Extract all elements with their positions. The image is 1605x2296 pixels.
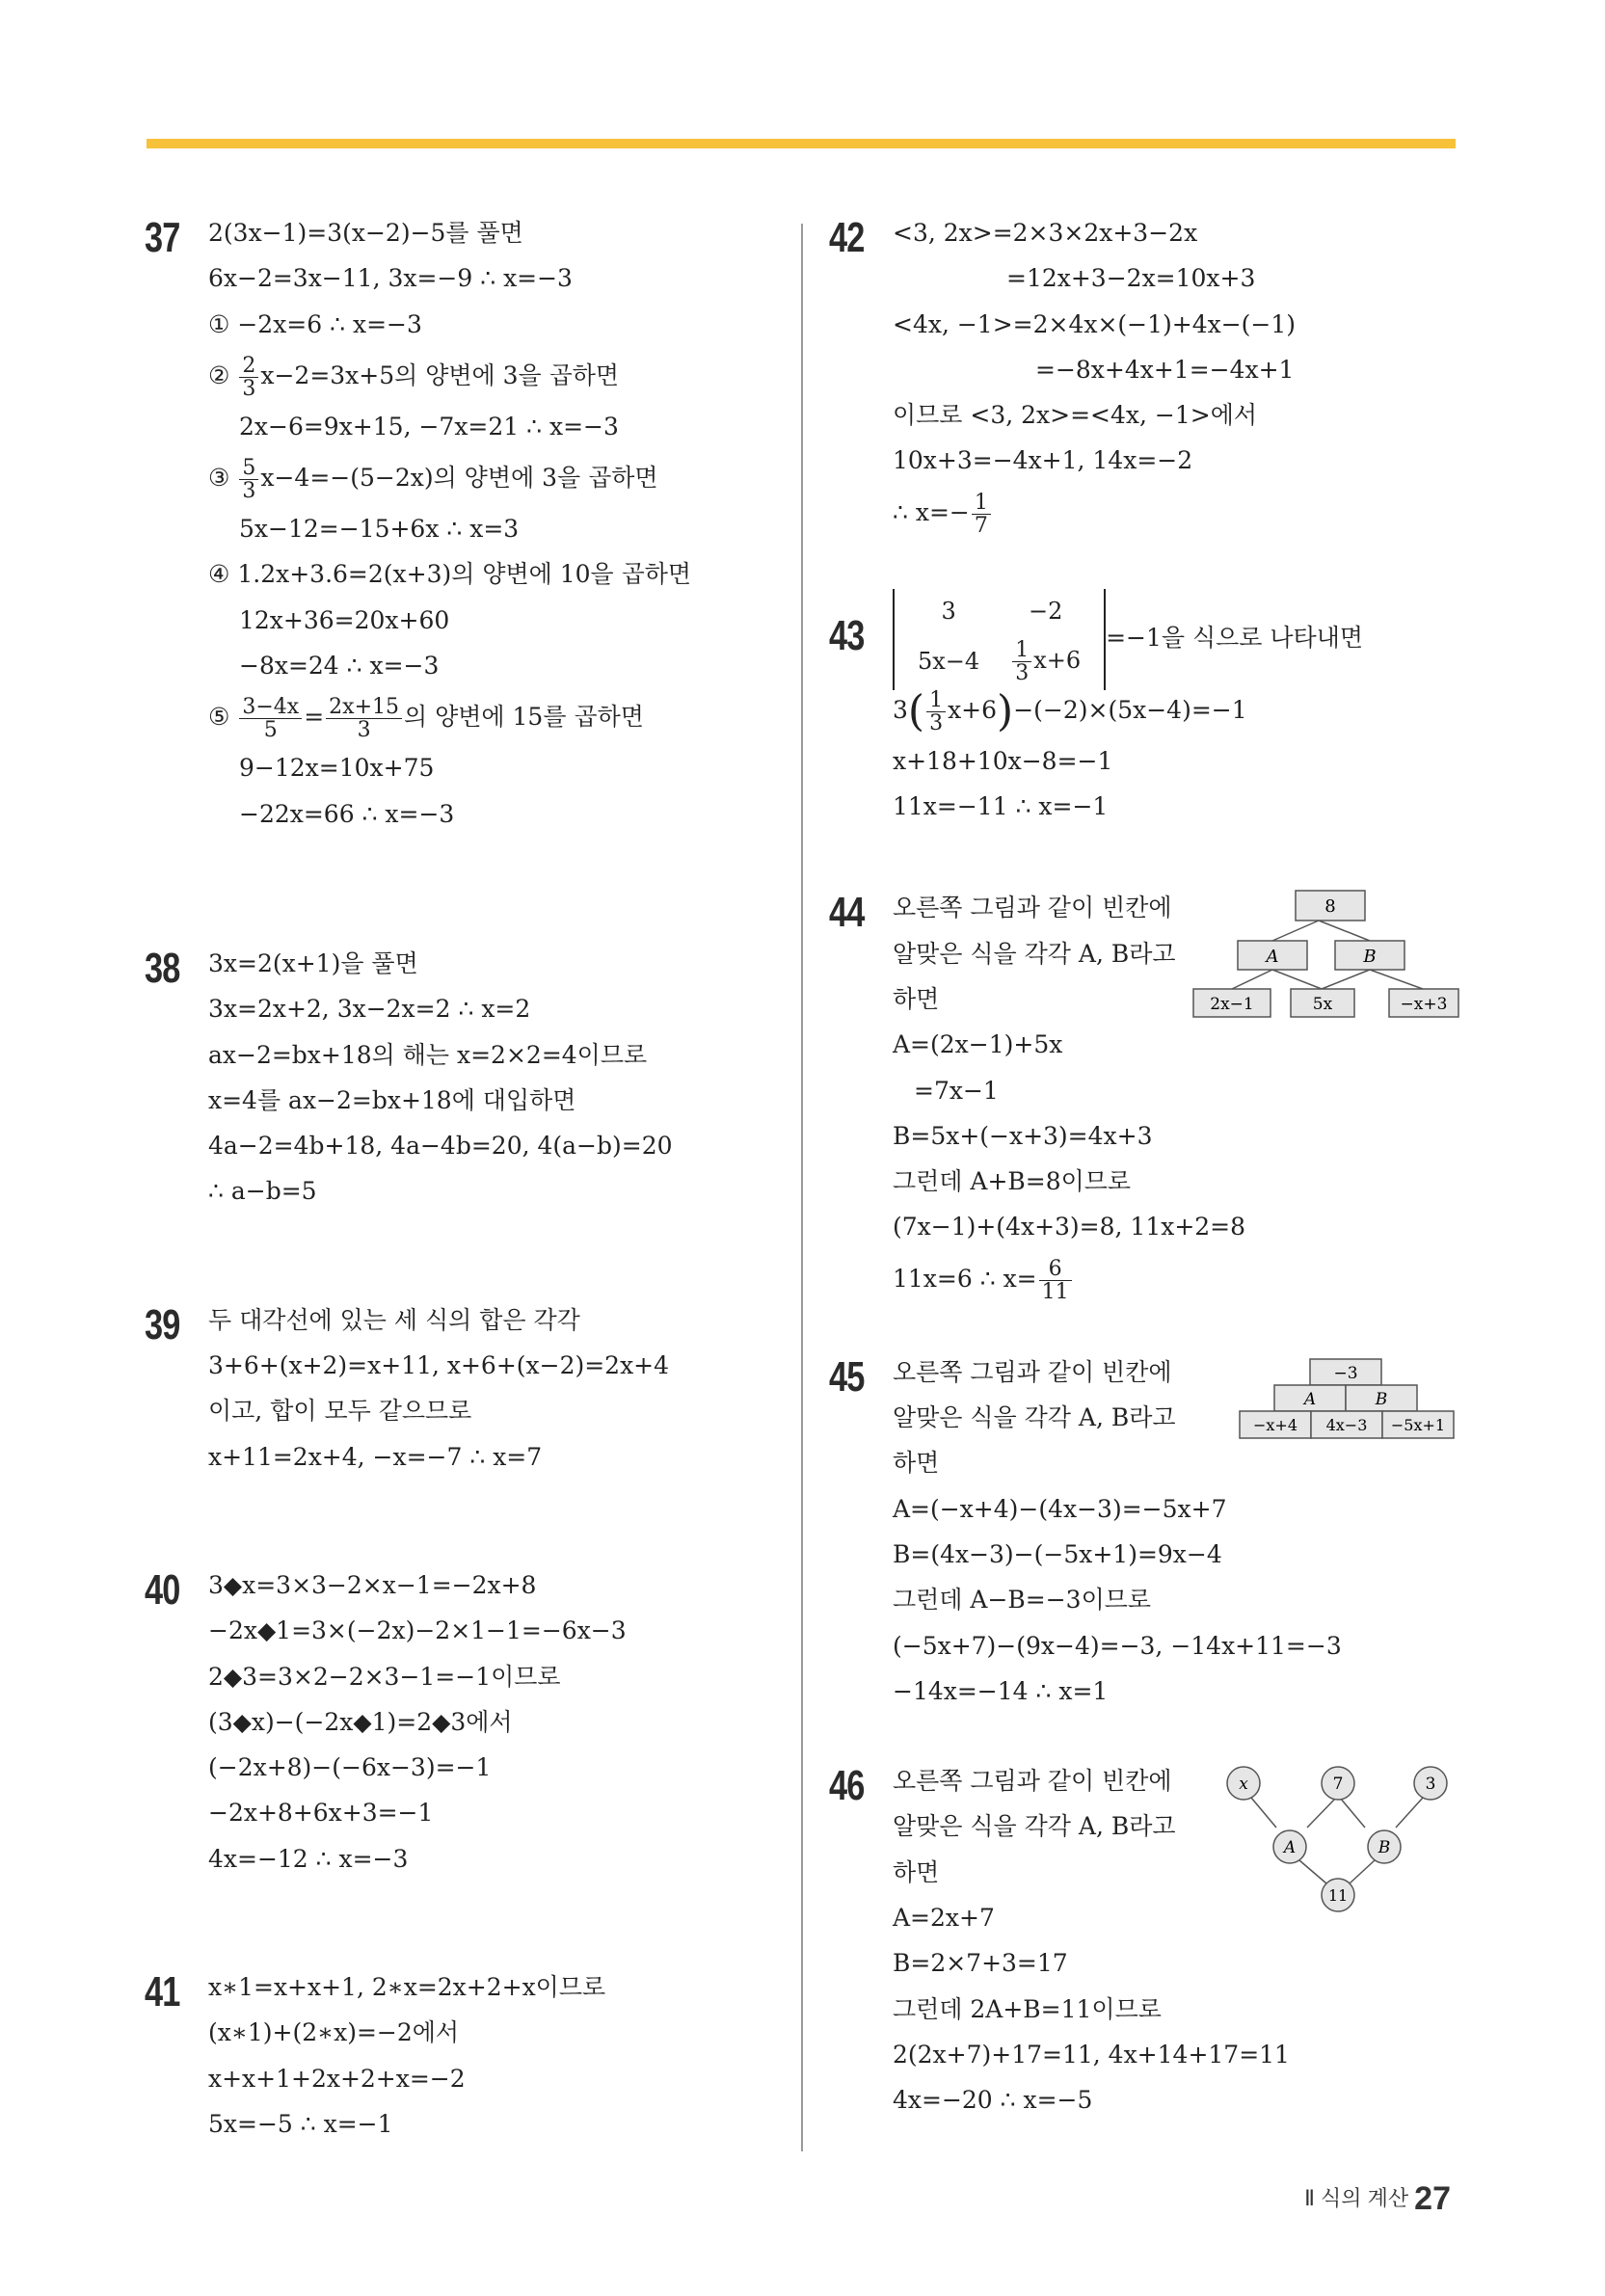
solution-line: x+x+1+2x+2+x=−2 <box>208 2064 466 2093</box>
problem-number: 38 <box>145 944 180 992</box>
solution-line: x∗1=x+x+1, 2∗x=2x+2+x이므로 <box>208 1973 606 2002</box>
solution-line: 4a−2=4b+18, 4a−4b=20, 4(a−b)=20 <box>208 1132 673 1161</box>
solution-line: 3x=2x+2, 3x−2x=2 ∴ x=2 <box>208 995 531 1024</box>
solution-line: 3x=2(x+1)을 풀면 <box>208 948 418 977</box>
problem-45 <box>829 1349 1465 1714</box>
solution-line: B=5x+(−x+3)=4x+3 <box>893 1121 1153 1150</box>
solution-line: 5x=−5 ∴ x=−1 <box>208 2109 393 2138</box>
solution-line: A=(−x+4)−(4x−3)=−5x+7 <box>893 1494 1227 1523</box>
solution-line: 6x−2=3x−11, 3x=−9 ∴ x=−3 <box>208 264 573 293</box>
fraction: $\frac{1}{3}$ <box>1012 639 1031 684</box>
problem-44 <box>829 885 1465 1306</box>
solution-line: −22x=66 ∴ x=−3 <box>239 799 455 828</box>
problem-number: 37 <box>145 214 180 261</box>
right-column <box>829 210 1465 2123</box>
solution-line: (7x−1)+(4x+3)=8, 11x+2=8 <box>893 1213 1246 1241</box>
choice-mark: ⑤ <box>208 703 230 732</box>
problem-38 <box>145 941 762 1215</box>
problem-number: 41 <box>145 1968 180 2016</box>
page-footer <box>1304 2180 1451 2218</box>
problem-40 <box>145 1562 762 1882</box>
problem-43 <box>829 589 1465 830</box>
solution-line: B=2×7+3=17 <box>893 1949 1068 1978</box>
solution-line: ④ 1.2x+3.6=2(x+3)의 양변에 10을 곱하면 <box>208 560 692 589</box>
fraction: $\frac{3-4x}{5}$ <box>239 696 302 741</box>
solution-line: 2(2x+7)+17=11, 4x+14+17=11 <box>893 2040 1290 2069</box>
solution-line: 알맞은 식을 각각 A, B라고 <box>893 1812 1176 1841</box>
solution-line: 2◆3=3×2−2×3−1=−1이므로 <box>208 1662 561 1691</box>
solution-line: 이므로 <3, 2x>=<4x, −1>에서 <box>893 401 1257 430</box>
choice-mark: ② <box>208 360 230 389</box>
diagram-label: 3 <box>1425 1775 1436 1795</box>
fraction: $\frac{5}{3}$ <box>239 457 258 502</box>
page-number: 27 <box>1414 2180 1451 2217</box>
solution-line: 4x=−12 ∴ x=−3 <box>208 1844 409 1873</box>
solution-line: =7x−1 <box>914 1076 999 1105</box>
solution-line: A=2x+7 <box>893 1904 995 1933</box>
solution-line: B=(4x−3)−(−5x+1)=9x−4 <box>893 1539 1222 1568</box>
diagram-label: A <box>1283 1838 1297 1858</box>
solution-line: <4x, −1>=2×4x×(−1)+4x−(−1) <box>893 309 1297 338</box>
column-divider <box>801 224 803 2151</box>
solution-line: 11x=−11 ∴ x=−1 <box>893 792 1109 821</box>
fraction: $\frac{2}{3}$ <box>239 355 258 400</box>
solution-line: 4x=−20 ∴ x=−5 <box>893 2086 1093 2115</box>
diagram-label: −x+4 <box>1252 1415 1298 1434</box>
solution-line: 두 대각선에 있는 세 식의 합은 각각 <box>208 1305 580 1334</box>
problem-42 <box>829 210 1465 541</box>
diagram-label: B <box>1375 1389 1388 1409</box>
solution-line: 그런데 A+B=8이므로 <box>893 1167 1132 1196</box>
chapter-label: Ⅱ 식의 계산 <box>1304 2186 1409 2210</box>
solution-line: 2x−6=9x+15, −7x=21 ∴ x=−3 <box>239 412 619 441</box>
problem-number: 45 <box>829 1352 865 1401</box>
top-accent-bar <box>147 139 1456 148</box>
diagram-label: A <box>1266 947 1279 968</box>
solution-line: ax−2=bx+18의 해는 x=2×2=4이므로 <box>208 1040 648 1069</box>
solution-line: (3◆x)−(−2x◆1)=2◆3에서 <box>208 1707 513 1736</box>
solution-line: (x∗1)+(2∗x)=−2에서 <box>208 2018 460 2047</box>
solution-line: 이고, 합이 모두 같으므로 <box>208 1397 472 1426</box>
diagram-label: 2x−1 <box>1210 995 1254 1015</box>
diagram-label: 7 <box>1332 1775 1344 1795</box>
solution-line: 2(3x−1)=3(x−2)−5를 풀면 <box>208 219 523 247</box>
determinant: 3 −2 5x−4 $\frac{1}{3}$ x+6 <box>893 589 1106 690</box>
solution-line: 11x=6 ∴ x= $\frac{6}{11}$ <box>893 1250 1465 1307</box>
solution-line: ② $\frac{2}{3}$ x−2=3x+5의 양변에 3을 곱하면 <box>208 353 620 401</box>
diagram-label: −x+3 <box>1400 995 1448 1015</box>
solution-line: ∴ x=− $\frac{1}{7}$ <box>893 484 1465 541</box>
problem-41 <box>145 1964 762 2147</box>
fraction: $\frac{1}{7}$ <box>972 492 991 537</box>
diagram-label: x <box>1239 1775 1248 1795</box>
solution-line: 오른쪽 그림과 같이 빈칸에 알맞은 식을 각각 A, B라고 하면 <box>893 894 1176 1013</box>
solution-line: x+11=2x+4, −x=−7 ∴ x=7 <box>208 1442 543 1471</box>
pyramid-diagram-45 <box>1238 1357 1456 1444</box>
diagram-label: 5x <box>1312 995 1333 1015</box>
fraction: $\frac{1}{3}$ <box>926 689 946 734</box>
solution-line: 3+6+(x+2)=x+11, x+6+(x−2)=2x+4 <box>208 1351 670 1380</box>
solution-line: 하면 <box>893 1449 940 1478</box>
circle-diagram-46 <box>1224 1764 1452 1914</box>
problem-number: 46 <box>829 1762 865 1810</box>
problem-number: 42 <box>829 214 865 261</box>
solution-line: (−5x+7)−(9x−4)=−3, −14x+11=−3 <box>893 1631 1342 1660</box>
diagram-label: −5x+1 <box>1390 1415 1446 1434</box>
solution-line: 10x+3=−4x+1, 14x=−2 <box>893 446 1193 475</box>
diagram-label: A <box>1303 1389 1317 1409</box>
solution-line: 알맞은 식을 각각 A, B라고 <box>893 1403 1176 1432</box>
solution-line: 오른쪽 그림과 같이 빈칸에 <box>893 1357 1172 1386</box>
solution-line: −2x+8+6x+3=−1 <box>208 1799 434 1828</box>
diagram-label: 11 <box>1327 1886 1349 1906</box>
diagram-label: B <box>1363 947 1377 968</box>
diagram-label: −3 <box>1333 1363 1358 1383</box>
solution-line: 3 −2 5x−4 $\frac{1}{3}$ x+6 =−1을 식으로 나타내면 <box>893 589 1465 681</box>
solution-line: 그런데 A−B=−3이므로 <box>893 1586 1152 1615</box>
problem-39 <box>145 1297 762 1480</box>
solution-line: <3, 2x>=2×3×2x+3−2x <box>893 219 1198 247</box>
problem-37 <box>145 210 762 837</box>
solution-line: x+18+10x−8=−1 <box>893 746 1113 775</box>
diagram-label: B <box>1378 1838 1391 1858</box>
solution-line: =12x+3−2x=10x+3 <box>1006 264 1256 293</box>
fraction: $\frac{2x+15}{3}$ <box>326 696 402 741</box>
solution-line: −8x=24 ∴ x=−3 <box>239 652 440 681</box>
solution-line: ⑤ $\frac{3-4x}{5}$ = $\frac{2x+15}{3}$ 의 양변에 15를 곱하면 <box>208 695 644 743</box>
solution-line: A=(2x−1)+5x <box>893 1030 1063 1059</box>
solution-line: ① −2x=6 ∴ x=−3 <box>208 309 422 338</box>
solution-line: 하면 <box>893 1857 940 1886</box>
solution-line: 그런데 2A+B=11이므로 <box>893 1994 1162 2023</box>
solution-line: 3◆x=3×3−2×x−1=−2x+8 <box>208 1570 537 1599</box>
problem-number: 40 <box>145 1565 180 1614</box>
solution-line: −2x◆1=3×(−2x)−2×1−1=−6x−3 <box>208 1616 627 1645</box>
solution-line: 9−12x=10x+75 <box>239 754 435 783</box>
solution-line: 3( $\frac{1}{3}$ x+6)−(−2)×(5x−4)=−1 <box>893 686 1247 736</box>
solution-line: =−8x+4x+1=−4x+1 <box>1035 355 1295 384</box>
solution-line: 오른쪽 그림과 같이 빈칸에 <box>893 1767 1172 1796</box>
solution-line: x=4를 ax−2=bx+18에 대입하면 <box>208 1085 576 1114</box>
problem-46 <box>829 1758 1465 2122</box>
solution-line: 12x+36=20x+60 <box>239 605 450 634</box>
solution-line: ③ $\frac{5}{3}$ x−4=−(5−2x)의 양변에 3을 곱하면 <box>208 456 658 504</box>
diagram-label: 4x−3 <box>1325 1415 1368 1434</box>
left-column <box>145 210 762 2147</box>
choice-mark: ③ <box>208 464 230 493</box>
problem-number: 43 <box>829 611 865 659</box>
fraction: $\frac{6}{11}$ <box>1039 1258 1072 1303</box>
solution-line: (−2x+8)−(−6x−3)=−1 <box>208 1753 492 1782</box>
problem-number: 44 <box>829 889 865 937</box>
solution-line: 5x−12=−15+6x ∴ x=3 <box>239 515 520 544</box>
diagram-label: 8 <box>1324 896 1336 918</box>
pyramid-diagram-44 <box>1191 889 1471 1020</box>
solution-line: ∴ a−b=5 <box>208 1177 317 1206</box>
solution-line: −14x=−14 ∴ x=1 <box>893 1676 1109 1705</box>
problem-number: 39 <box>145 1300 180 1348</box>
